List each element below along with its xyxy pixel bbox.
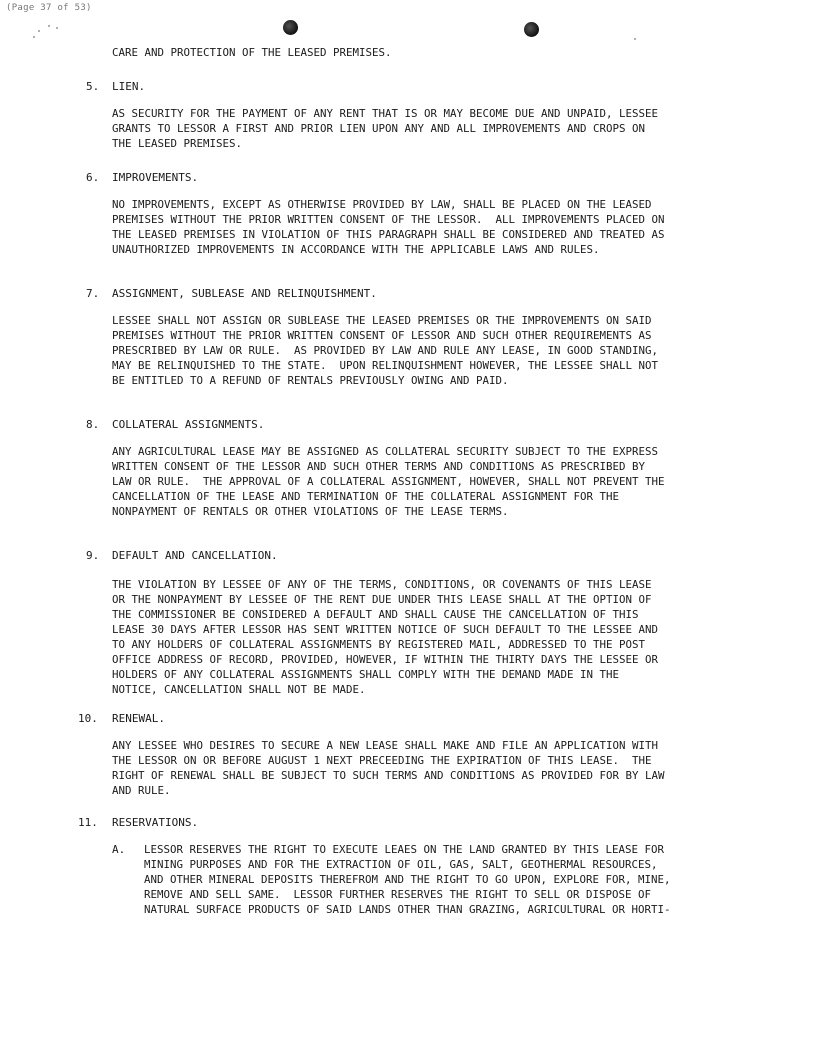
paragraph-line: NATURAL SURFACE PRODUCTS OF SAID LANDS OTHER THAN GRAZING, AGRICULTURAL OR HORTI- [144,903,671,916]
section-title: DEFAULT AND CANCELLATION. [112,549,278,562]
paragraph-line: NO IMPROVEMENTS, EXCEPT AS OTHERWISE PROVIDED BY LAW, SHALL BE PLACED ON THE LEASED [112,198,652,211]
paragraph-line: ANY LESSEE WHO DESIRES TO SECURE A NEW LEASE SHALL MAKE AND FILE AN APPLICATION WITH [112,739,659,752]
paragraph-line: UNAUTHORIZED IMPROVEMENTS IN ACCORDANCE WITH THE APPLICABLE LAWS AND RULES. [112,243,600,256]
scan-blob-right [524,22,539,37]
paragraph-line: OR THE NONPAYMENT BY LESSEE OF THE RENT DUE UNDER THIS LEASE SHALL AT THE OPTION OF [112,593,652,606]
scan-noise [634,38,636,40]
paragraph-line: AND RULE. [112,784,171,797]
section-title: RENEWAL. [112,712,165,725]
paragraph-line: MAY BE RELINQUISHED TO THE STATE. UPON RELINQUISHMENT HOWEVER, THE LESSEE SHALL NOT [112,359,659,372]
paragraph-line: HOLDERS OF ANY COLLATERAL ASSIGNMENTS SHALL COMPLY WITH THE DEMAND MADE IN THE [112,668,620,681]
paragraph-line: LEASE 30 DAYS AFTER LESSOR HAS SENT WRITTEN NOTICE OF SUCH DEFAULT TO THE LESSEE AND [112,623,659,636]
paragraph-line: LAW OR RULE. THE APPROVAL OF A COLLATERAL ASSIGNMENT, HOWEVER, SHALL NOT PREVENT THE [112,475,665,488]
paragraph-line: AS SECURITY FOR THE PAYMENT OF ANY RENT THAT IS OR MAY BECOME DUE AND UNPAID, LESSEE [112,107,659,120]
section-number: 5. [86,80,100,93]
scan-blob-left [283,20,298,35]
paragraph-line: PREMISES WITHOUT THE PRIOR WRITTEN CONSENT OF THE LESSOR. ALL IMPROVEMENTS PLACED ON [112,213,665,226]
paragraph-line: AND OTHER MINERAL DEPOSITS THEREFROM AND THE RIGHT TO GO UPON, EXPLORE FOR, MINE, [144,873,671,886]
paragraph-line: BE ENTITLED TO A REFUND OF RENTALS PREVIOUSLY OWING AND PAID. [112,374,509,387]
section-number: 10. [78,712,98,725]
paragraph-line: THE LESSOR ON OR BEFORE AUGUST 1 NEXT PRECEEDING THE EXPIRATION OF THIS LEASE. THE [112,754,652,767]
section-number: 8. [86,418,100,431]
paragraph-line: THE COMMISSIONER BE CONSIDERED A DEFAULT AND SHALL CAUSE THE CANCELLATION OF THIS [112,608,639,621]
paragraph-line: OFFICE ADDRESS OF RECORD, PROVIDED, HOWEVER, IF WITHIN THE THIRTY DAYS THE LESSEE OR [112,653,659,666]
section-number: 7. [86,287,100,300]
section-title: COLLATERAL ASSIGNMENTS. [112,418,265,431]
scan-noise [48,25,50,27]
paragraph-line: NONPAYMENT OF RENTALS OR OTHER VIOLATIONS OF THE LEASE TERMS. [112,505,509,518]
paragraph-line: NOTICE, CANCELLATION SHALL NOT BE MADE. [112,683,366,696]
paragraph-line: REMOVE AND SELL SAME. LESSOR FURTHER RESERVES THE RIGHT TO SELL OR DISPOSE OF [144,888,652,901]
section-number: 11. [78,816,98,829]
paragraph-line: PRESCRIBED BY LAW OR RULE. AS PROVIDED BY LAW AND RULE ANY LEASE, IN GOOD STANDING, [112,344,659,357]
section-title: IMPROVEMENTS. [112,171,199,184]
paragraph-line: MINING PURPOSES AND FOR THE EXTRACTION OF OIL, GAS, SALT, GEOTHERMAL RESOURCES, [144,858,658,871]
scan-noise [38,30,40,32]
paragraph-line: LESSEE SHALL NOT ASSIGN OR SUBLEASE THE LEASED PREMISES OR THE IMPROVEMENTS ON SAID [112,314,652,327]
paragraph-line: WRITTEN CONSENT OF THE LESSOR AND SUCH OTHER TERMS AND CONDITIONS AS PRESCRIBED BY [112,460,646,473]
section-number: 9. [86,549,100,562]
paragraph-line: CANCELLATION OF THE LEASE AND TERMINATION OF THE COLLATERAL ASSIGNMENT FOR THE [112,490,620,503]
paragraph-line: THE LEASED PREMISES IN VIOLATION OF THIS PARAGRAPH SHALL BE CONSIDERED AND TREATED AS [112,228,665,241]
section-title: LIEN. [112,80,146,93]
intro-line: CARE AND PROTECTION OF THE LEASED PREMISES. [112,46,392,59]
paragraph-line: LESSOR RESERVES THE RIGHT TO EXECUTE LEAES ON THE LAND GRANTED BY THIS LEASE FOR [144,843,665,856]
paragraph-line: TO ANY HOLDERS OF COLLATERAL ASSIGNMENTS BY REGISTERED MAIL, ADDRESSED TO THE POST [112,638,646,651]
paragraph-line: PREMISES WITHOUT THE PRIOR WRITTEN CONSENT OF LESSOR AND SUCH OTHER REQUIREMENTS AS [112,329,652,342]
paragraph-line: THE LEASED PREMISES. [112,137,243,150]
scan-noise [33,36,35,38]
section-number: 6. [86,171,100,184]
section-title: ASSIGNMENT, SUBLEASE AND RELINQUISHMENT. [112,287,377,300]
page-header: (Page 37 of 53) [6,3,92,13]
subsection-label: A. [112,843,126,856]
paragraph-line: THE VIOLATION BY LESSEE OF ANY OF THE TERMS, CONDITIONS, OR COVENANTS OF THIS LEASE [112,578,652,591]
paragraph-line: ANY AGRICULTURAL LEASE MAY BE ASSIGNED AS COLLATERAL SECURITY SUBJECT TO THE EXPRESS [112,445,659,458]
paragraph-line: RIGHT OF RENEWAL SHALL BE SUBJECT TO SUCH TERMS AND CONDITIONS AS PROVIDED FOR BY LAW [112,769,665,782]
section-title: RESERVATIONS. [112,816,199,829]
paragraph-line: GRANTS TO LESSOR A FIRST AND PRIOR LIEN UPON ANY AND ALL IMPROVEMENTS AND CROPS ON [112,122,646,135]
scan-noise [56,27,58,29]
